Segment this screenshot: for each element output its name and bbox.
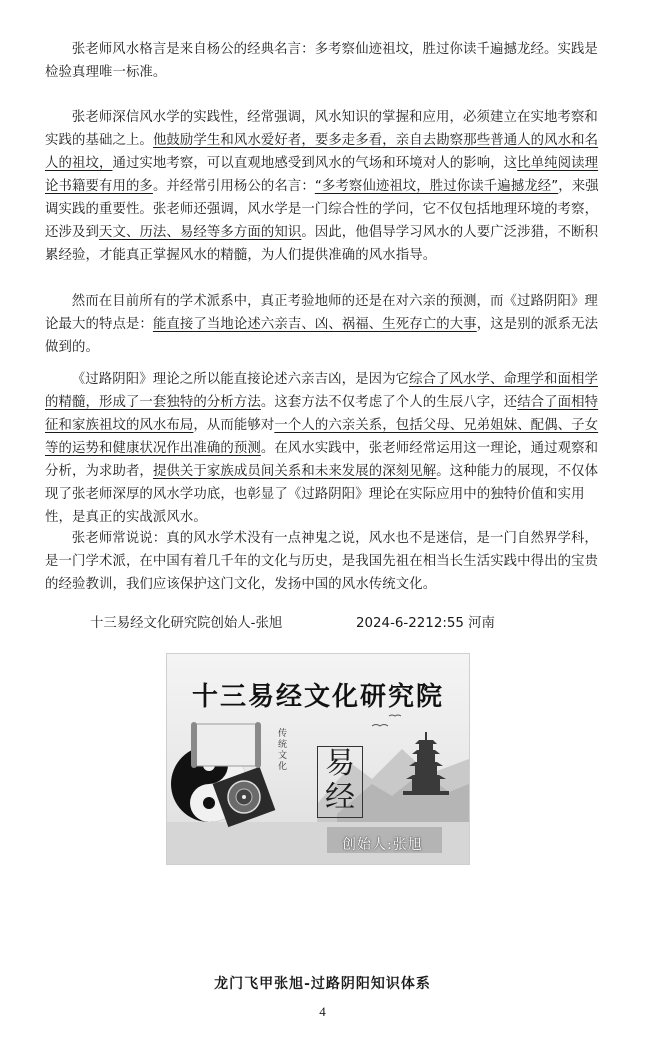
p4-underline-2: 结合了面相特征和家族祖坟的风水布局 [45, 395, 599, 433]
banner-motto: 传统文化 [278, 729, 288, 772]
p2-text-2: 通过实地考察，可以直观地感受到风水的气场和环境对人的影响，这 [112, 156, 518, 171]
paragraph-conclusion [45, 527, 605, 596]
yijing-stamp [317, 746, 363, 818]
p4-text-1: 《过路阴阳》理论之所以能直接论述六亲吉凶，是因为它 [71, 372, 410, 387]
p4-text-4: 。在风水实践中，张老师经常运用这一理论，通过观察和分析，为求助者， [45, 441, 599, 479]
p2-text-1: 张老师深信风水学的实践性，经常强调，风水知识的掌握和应用，必须建立在实地考察和实践的基础之上。 [45, 110, 598, 148]
banner-founder: 创始人:张旭 [342, 837, 423, 853]
yijing-char-1: 易 [325, 746, 355, 781]
p4-underline-3: 一个人的六亲关系，包括父母、兄弟姐妹、配偶、子女等的运势和健康状况作出准确的预测 [45, 418, 599, 456]
p2-text-3: 。并经常引用杨公的名言： [152, 179, 315, 194]
p3-text-2: ，这是别的派系无法做到的。 [45, 317, 599, 355]
paragraph-theory [45, 368, 605, 529]
p2-text-4: ，来强调实践的重要性。张老师还强调，风水学是一门综合性的学问，它不仅包括地理环境的考察，还涉及到 [45, 179, 599, 240]
footer-title: 龙门飞甲张旭-过路阴阳知识体系 [214, 976, 431, 992]
p3-text-1: 然而在目前所有的学术派系中，真正考验地师的还是在对六亲的预测，而《过路阴阳》理论最大的特点是： [45, 294, 598, 332]
p4-text-3: ，从而能够对 [193, 418, 275, 433]
page-number: 4 [319, 1004, 326, 1019]
p5-text: 张老师常说说：真的风水学术没有一点神鬼之说，风水也不是迷信，是一门自然界学科，是一门学术派，在中国有着几千年的文化与历史，是我国先祖在相当长生活实践中得出的宝贵的经验教训，我们应该保护这门文化，发扬中国的风水传统文化。 [45, 531, 599, 592]
paragraph-six-relatives [45, 290, 605, 359]
p4-text-2: 。这套方法不仅考虑了个人的生辰八字，还 [260, 395, 518, 410]
signature-author: 十三易经文化研究院创始人-张旭 [90, 616, 283, 631]
p3-underline-1: 能直接了当地论述六亲吉、凶、祸福、生死存亡的大事 [152, 317, 477, 332]
scroll-icon [191, 722, 261, 768]
p4-underline-1: 综合了风水学、命理学和面相学的精髓，形成了一套独特的分析方法 [45, 372, 598, 410]
p4-underline-4: 提供关于家族成员间关系和未来发展的深刻见解 [152, 464, 437, 479]
signature-datetime: 2024-6-2212:55 河南 [356, 616, 495, 631]
p2-underline-1: 他鼓励学生和风水爱好者，要多走多看，亲自去勘察那些普通人的风水和名人的祖坟， [45, 133, 599, 171]
paragraph-practice [45, 106, 605, 267]
p4-text-5: 。这种能力的展现，不仅体现了张老师深厚的风水学功底，也彰显了《过路阴阳》理论在实际应用中的独特价值和实用性，是真正的实战派风水。 [45, 464, 599, 525]
paragraph-motto [45, 38, 605, 84]
p2-underline-2: 比单纯阅读理论书籍要有用的多 [45, 156, 599, 194]
banner-title: 十三易经文化研究院 [191, 682, 444, 712]
p2-text-5: 。因此，他倡导学习风水的人要广泛涉猎，不断积累经验，才能真正掌握风水的精髓，为人们提供准确的风水指导。 [45, 225, 599, 263]
p1-text: 张老师风水格言是来自杨公的经典名言：多考察仙迹祖坟，胜过你读千遍撼龙经。实践是检验真理唯一标准。 [45, 42, 598, 80]
yijing-char-2: 经 [325, 780, 355, 815]
p2-underline-3: “多考察仙迹祖坟，胜过你读千遍撼龙经” [314, 179, 559, 194]
p2-underline-4: 天文、历法、易经等多方面的知识 [98, 225, 302, 240]
institute-banner-image [166, 653, 470, 865]
